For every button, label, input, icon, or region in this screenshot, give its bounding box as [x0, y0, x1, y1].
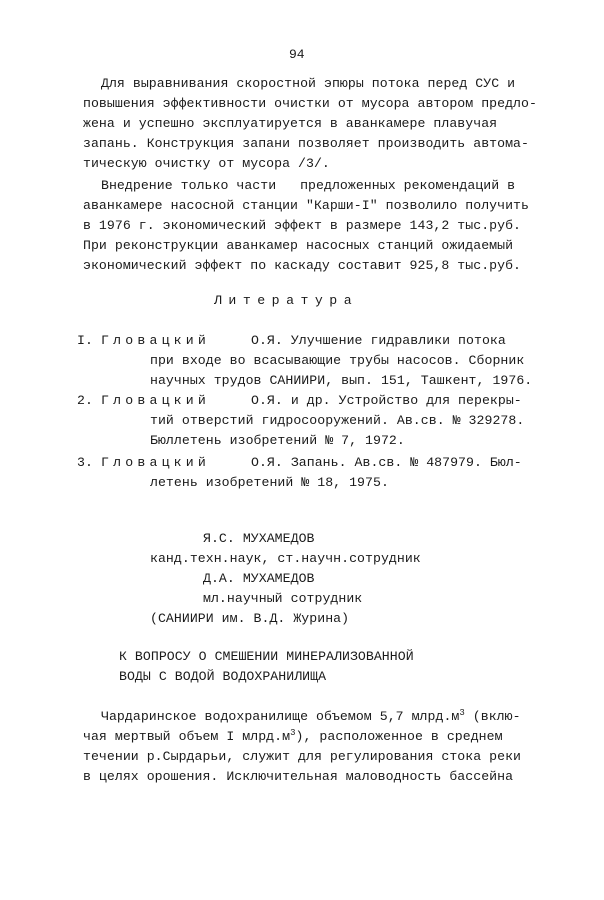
body-line: чая мертвый объем I $млрд.м^3$), расположенное в среднем	[83, 728, 503, 744]
page-number: 94	[289, 47, 305, 62]
para2-line: При реконструкции аванкамер насосных станций ожидаемый	[83, 238, 514, 253]
author-1-name: Я.С. МУХАМЕДОВ	[203, 531, 315, 546]
body-line: в целях орошения. Исключительная маловодность бассейна	[83, 769, 514, 784]
para2-line: аванкамере насосной станции "Карши-I" позволило получить	[83, 198, 529, 213]
reference-number: I.	[77, 333, 93, 348]
reference-line: летень изобретений № 18, 1975.	[150, 475, 389, 490]
superscript: 3	[290, 728, 296, 738]
reference-number: 3.	[77, 455, 93, 470]
reference-author: Гловацкий	[101, 393, 211, 408]
body-line: Чардаринское водохранилище объемом 5,7 $млрд.м^3$ (вклю-	[101, 708, 521, 724]
para1-line: тическую очистку от мусора /3/.	[83, 156, 330, 171]
article-title-line: К ВОПРОСУ О СМЕШЕНИИ МИНЕРАЛИЗОВАННОЙ	[119, 649, 414, 664]
author-1-title: канд.техн.наук, ст.научн.сотрудник	[150, 551, 421, 566]
reference-line: при входе во всасывающие трубы насосов. Сборник	[150, 353, 525, 368]
para2-line: в 1976 г. экономический эффект в размере 143,2 тыс.руб.	[83, 218, 522, 233]
reference-line: научных трудов САНИИРИ, вып. 151, Ташкент, 1976.	[150, 373, 533, 388]
author-2-name: Д.А. МУХАМЕДОВ	[203, 571, 315, 586]
reference-author: Гловацкий	[101, 455, 211, 470]
reference-line: тий отверстий гидросооружений. Ав.св. № 329278.	[150, 413, 525, 428]
author-affiliation: (САНИИРИ им. В.Д. Журина)	[150, 611, 350, 626]
para1-line: запань. Конструкция запани позволяет производить автома-	[83, 136, 529, 151]
article-title-line: ВОДЫ С ВОДОЙ ВОДОХРАНИЛИЩА	[119, 669, 327, 684]
superscript: 3	[459, 708, 465, 718]
reference-author: Гловацкий	[101, 333, 211, 348]
para2-line: экономический эффект по каскаду составит 925,8 тыс.руб.	[83, 258, 522, 273]
reference-line: О.Я. и др. Устройство для перекры-	[251, 393, 522, 408]
para1-line: Для выравнивания скоростной эпюры потока перед СУС и	[101, 76, 516, 91]
para1-line: жена и успешно эксплуатируется в аванкамере плавучая	[83, 116, 498, 131]
author-2-title: мл.научный сотрудник	[203, 591, 363, 606]
body-line: течении р.Сырдарьи, служит для регулирования стока реки	[83, 749, 522, 764]
literature-heading: Литература	[214, 293, 359, 308]
reference-line: О.Я. Улучшение гидравлики потока	[251, 333, 506, 348]
reference-number: 2.	[77, 393, 93, 408]
para1-line: повышения эффективности очистки от мусора автором предло-	[83, 96, 537, 111]
para2-line: Внедрение только части предложенных рекомендаций в	[101, 178, 516, 193]
reference-line: Бюллетень изобретений № 7, 1972.	[150, 433, 405, 448]
reference-line: О.Я. Запань. Ав.св. № 487979. Бюл-	[251, 455, 522, 470]
